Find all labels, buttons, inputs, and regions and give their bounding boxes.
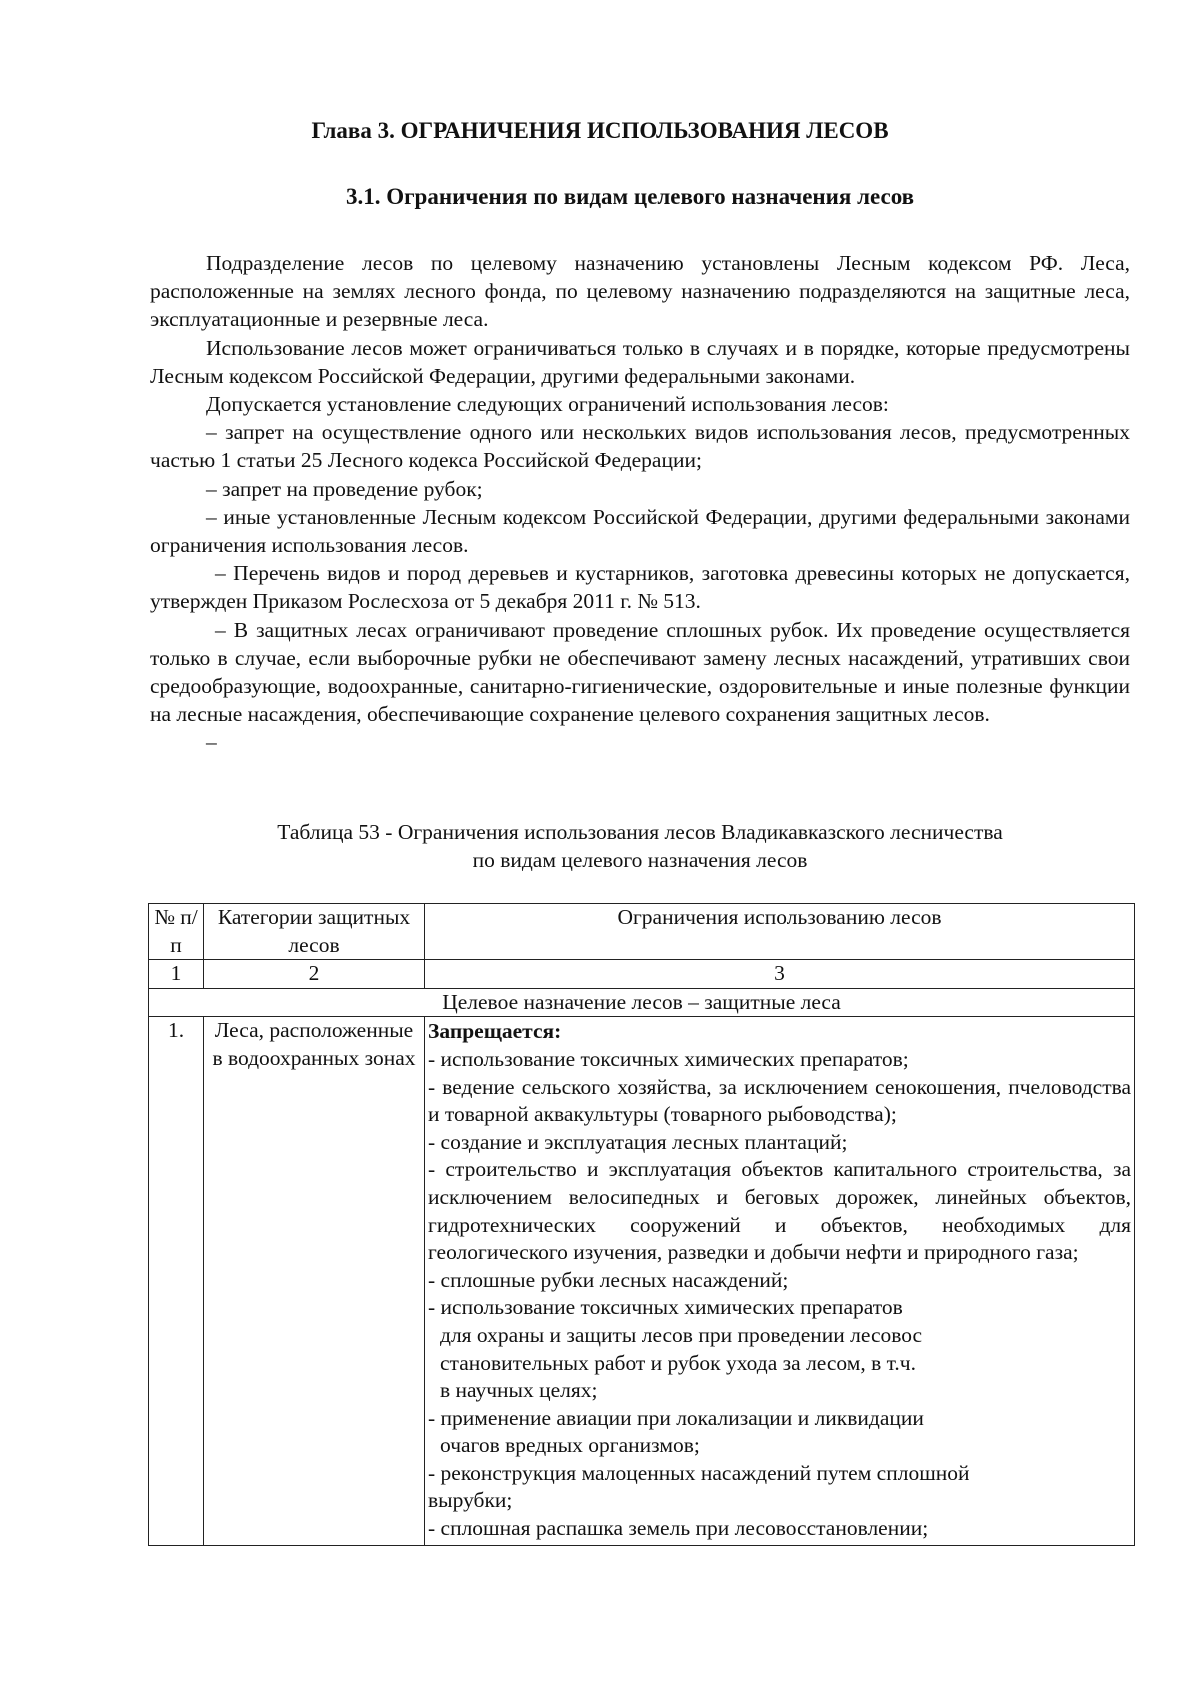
column-number-row — [149, 960, 1135, 989]
table-row — [149, 1017, 1135, 1545]
restrictions-table — [148, 903, 1135, 1546]
restrictions-heading: Запрещается: — [428, 1019, 562, 1044]
restriction-item: - использование токсичных химических препаратов; — [428, 1046, 909, 1071]
restriction-item: - использование токсичных химических препаратов — [428, 1295, 903, 1320]
paragraph: Подразделение лесов по целевому назначению установлены Лесным кодексом РФ. Леса, расположенные на землях лесного фонда, по целевому назначению подразделяются на защитные леса, эксплуатационные и резервные леса. — [150, 251, 1130, 332]
list-item: – иные установленные Лесным кодексом Российской Федерации, другими федеральными законами ограничения использования лесов. — [150, 504, 1130, 558]
row-restrictions — [425, 1017, 1135, 1545]
restriction-item-continued: для охраны и защиты лесов при проведении лесовос — [440, 1322, 923, 1347]
restriction-item: - реконструкция малоценных насаждений путем сплошной вырубки; — [428, 1460, 970, 1513]
chapter-title: Глава 3. ОГРАНИЧЕНИЯ ИСПОЛЬЗОВАНИЯ ЛЕСОВ — [311, 118, 889, 143]
restriction-item: - строительство и эксплуатация объектов капитального строительства, за исключением велосипедных и беговых дорожек, линейных объектов, гидротехнических сооружений и объектов, необходимых для геологического изучения, разведки и добычи нефти и природного газа; — [428, 1157, 1131, 1265]
row-number: 1. — [149, 1017, 204, 1545]
column-number: 3 — [425, 960, 1135, 989]
restriction-item: - сплошная распашка земель при лесовосстановлении; — [428, 1516, 929, 1541]
group-row — [149, 988, 1135, 1017]
group-label: Целевое назначение лесов – защитные леса — [149, 988, 1135, 1017]
header-number: № п/п — [149, 904, 204, 960]
row-category: Леса, расположенные в водоохранных зонах — [204, 1017, 425, 1545]
restriction-item: - ведение сельского хозяйства, за исключением сенокошения, пчеловодства и товарной аквакультуры (товарного рыбоводства); — [428, 1074, 1131, 1127]
paragraph: Допускается установление следующих ограничений использования лесов: — [206, 392, 889, 417]
list-item: – запрет на осуществление одного или нескольких видов использования лесов, предусмотренных частью 1 статьи 25 Лесного кодекса Российской Федерации; — [150, 420, 1130, 473]
list-item: – запрет на проведение рубок; — [206, 476, 483, 501]
restriction-item: - сплошные рубки лесных насаждений; — [428, 1267, 789, 1292]
body-text — [150, 249, 1130, 757]
restriction-item-continued: очагов вредных организмов; — [440, 1433, 700, 1458]
restriction-item-continued: становительных работ и рубок ухода за лесом, в т.ч. — [440, 1350, 916, 1375]
list-item: – Перечень видов и пород деревьев и кустарников, заготовка древесины которых не допускается, утвержден Приказом Рослесхоза от 5 декабря 2011 г. № 513. — [150, 561, 1130, 614]
restriction-item: - применение авиации при локализации и ликвидации — [428, 1405, 924, 1430]
table-caption — [150, 818, 1130, 874]
header-restrictions: Ограничения использованию лесов — [425, 904, 1135, 960]
column-number: 1 — [149, 960, 204, 989]
table-header-row — [149, 904, 1135, 960]
list-item: – — [206, 730, 217, 755]
section-title: 3.1. Ограничения по видам целевого назначения лесов — [345, 184, 915, 209]
list-item: – В защитных лесах ограничивают проведение сплошных рубок. Их проведение осуществляется только в случае, если выборочные рубки не обеспечивают замену лесных насаждений, утративших свои средообразующие, водоохранные, санитарно-гигиенические, оздоровительные и иные полезные функции на лесные насаждения, обеспечивающие сохранение целевого сохранения защитных лесов. — [150, 617, 1130, 727]
column-number: 2 — [204, 960, 425, 989]
table-caption-line: Таблица 53 - Ограничения использования лесов Владикавказского лесничества — [277, 820, 1003, 844]
header-category: Категории защитных лесов — [204, 904, 425, 960]
restriction-item-continued: в научных целях; — [440, 1378, 598, 1403]
restriction-item: - создание и эксплуатация лесных плантаций; — [428, 1129, 848, 1154]
paragraph: Использование лесов может ограничиваться только в случаях и в порядке, которые предусмотрены Лесным кодексом Российской Федерации, другими федеральными законами. — [150, 335, 1130, 388]
table-caption-line: по видам целевого назначения лесов — [472, 848, 808, 872]
